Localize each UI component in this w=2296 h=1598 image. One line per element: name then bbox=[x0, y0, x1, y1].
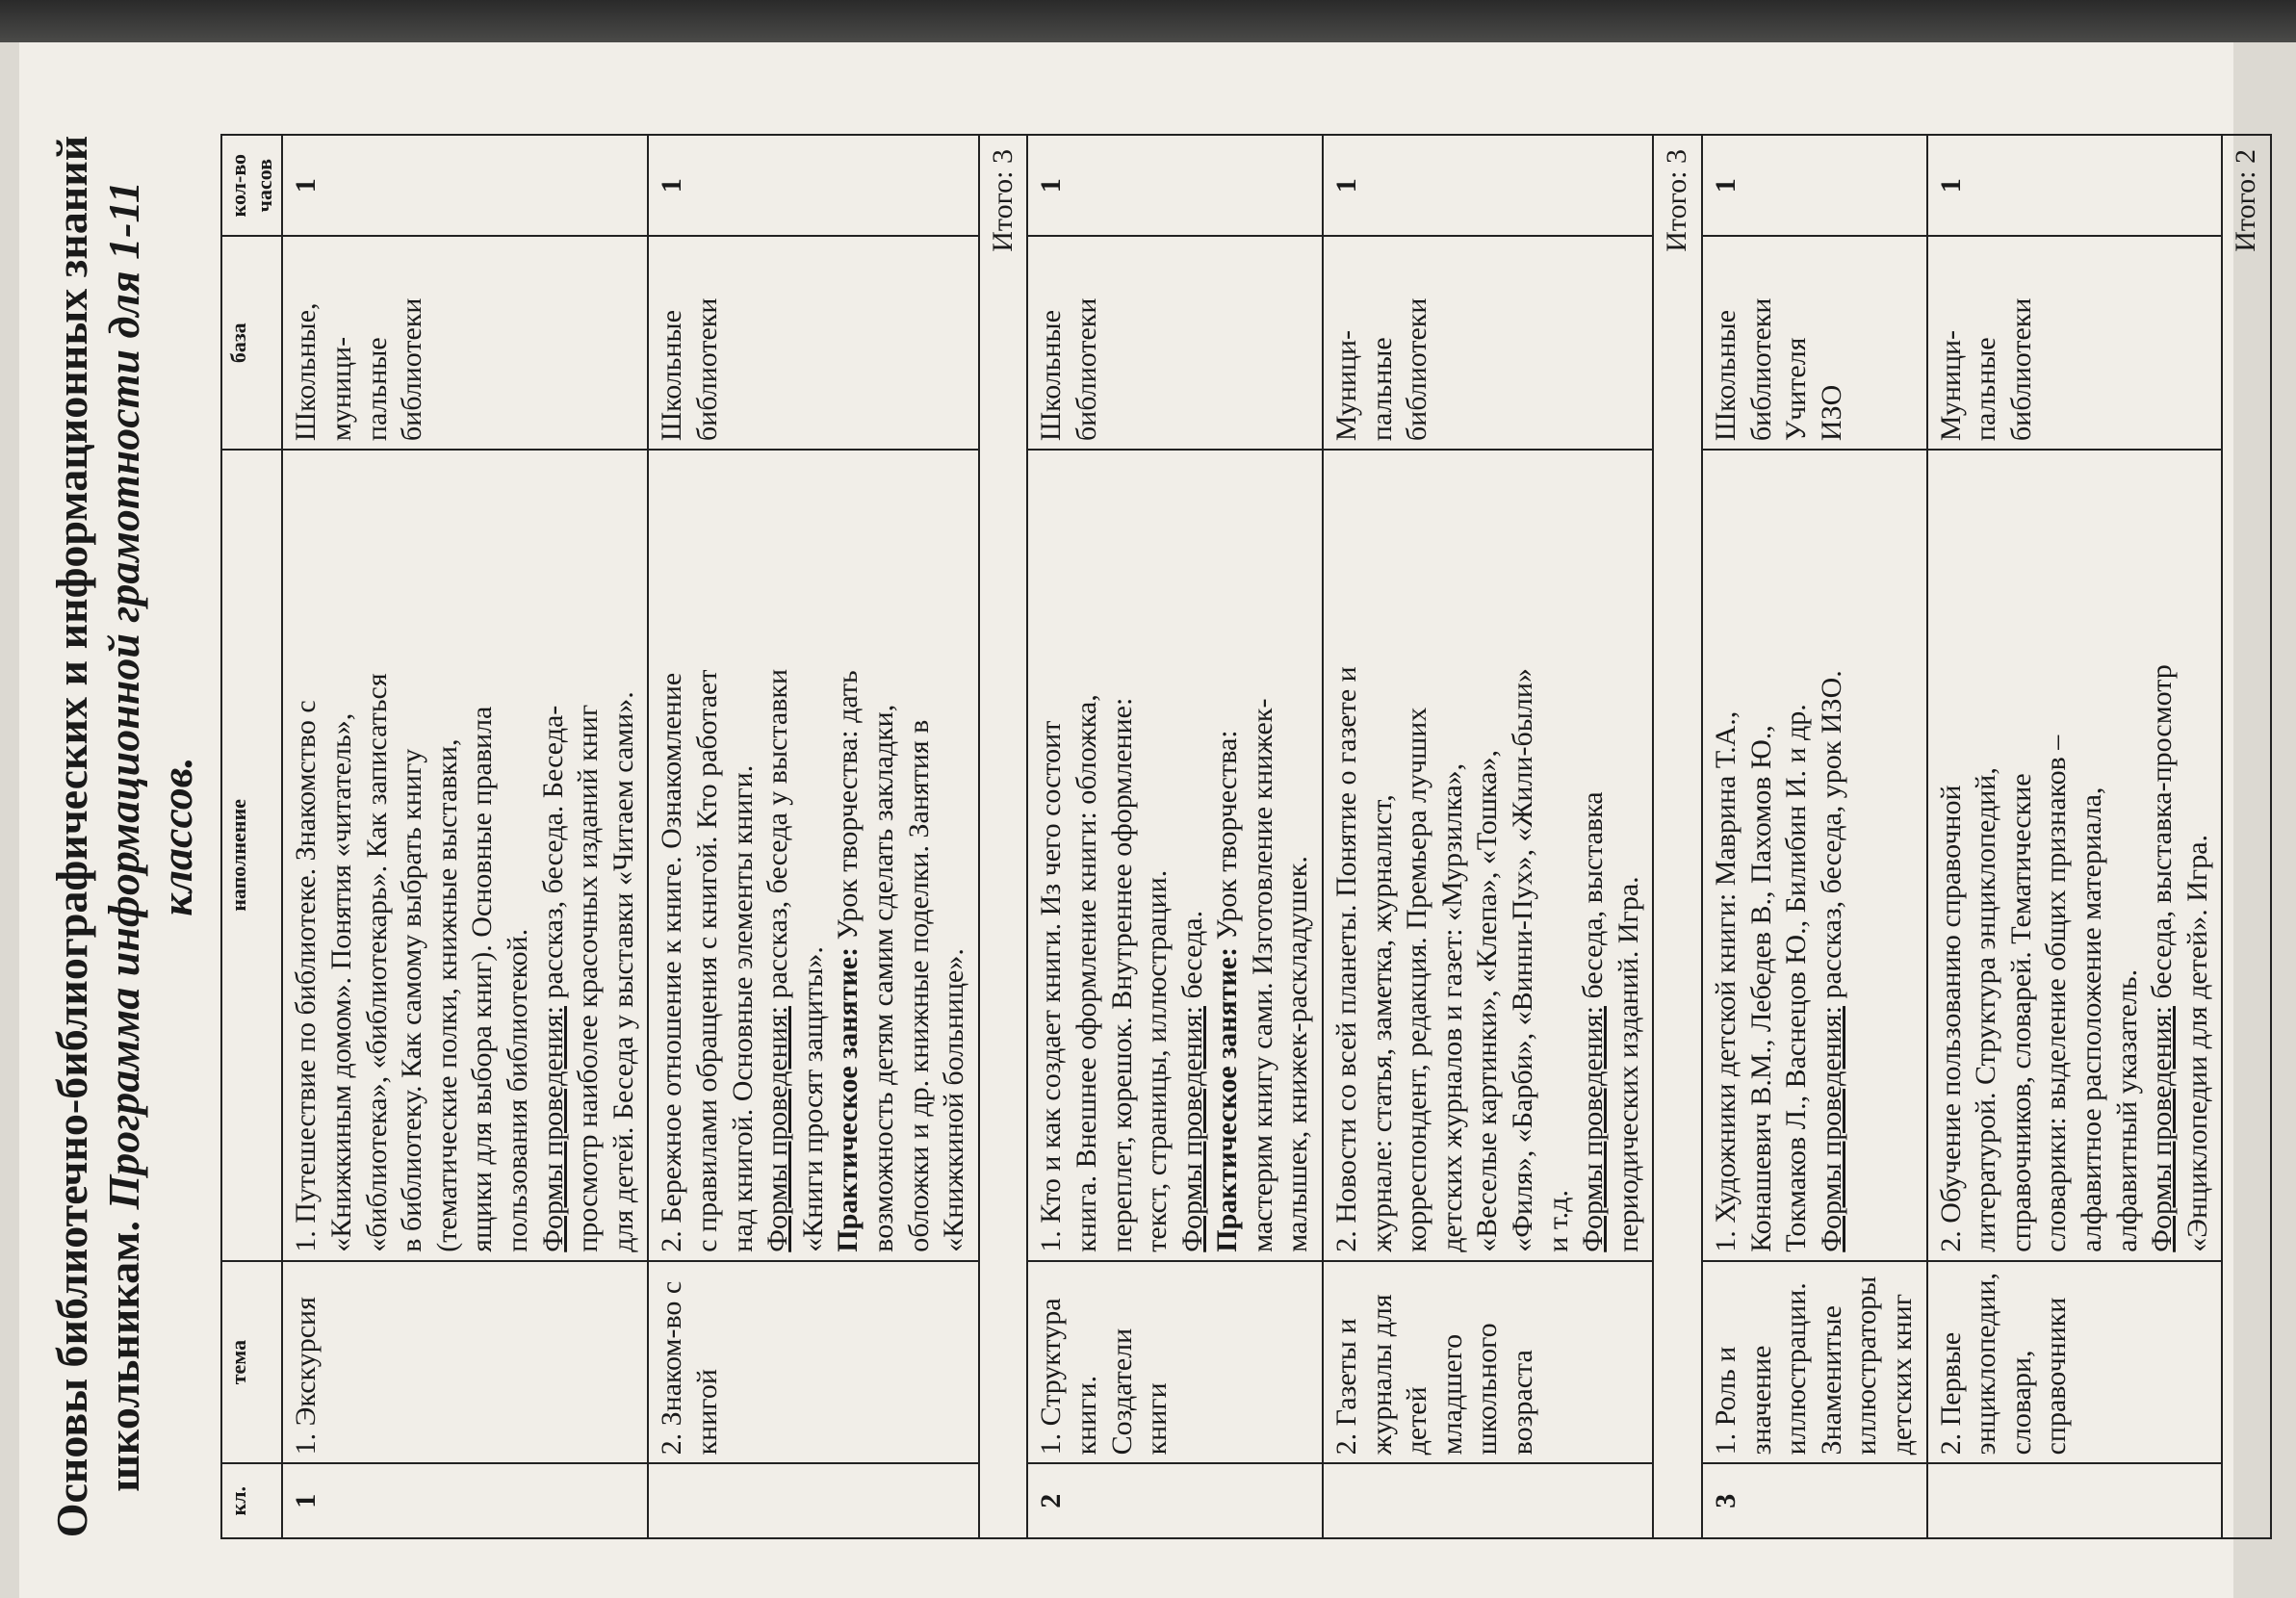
content-line: журнале: статья, заметка, журналист, bbox=[1365, 794, 1398, 1252]
table-row bbox=[979, 135, 1028, 1538]
total-cell: Итого: 3 bbox=[1653, 135, 1702, 1538]
content-line: «Книги просят защиты». bbox=[796, 946, 829, 1252]
base-cell bbox=[1323, 236, 1653, 450]
topic-cell: 2. Газеты и журналы для детей младшего школьного возраста bbox=[1323, 1261, 1653, 1464]
class-cell bbox=[1927, 1463, 2223, 1538]
base-line: пальные bbox=[1970, 337, 2002, 442]
content-line: в библиотеку. Как самому выбрать книгу bbox=[396, 748, 428, 1252]
content-cell bbox=[1927, 450, 2223, 1261]
table-row bbox=[2222, 135, 2271, 1538]
table-row bbox=[282, 135, 648, 1538]
base-line: Учителя bbox=[1780, 337, 1813, 442]
base-line: библиотеки bbox=[690, 297, 723, 442]
content-line: переплет, корешок. Внутреннее оформление: bbox=[1105, 697, 1138, 1252]
topic-cell: 2. Первые энциклопедии, словари, справочники bbox=[1927, 1261, 2223, 1464]
content-line: словарики: выделение общих признаков – bbox=[2040, 735, 2073, 1252]
content-line: мастерим книгу сами. Изготовление книжек- bbox=[1246, 698, 1278, 1252]
content-line: Формы проведения: рассказ, беседа у выставки bbox=[761, 668, 794, 1252]
form-label: Формы проведения: bbox=[2146, 1006, 2179, 1252]
content-cell bbox=[1702, 450, 1927, 1261]
content-cell bbox=[648, 450, 978, 1261]
table-row bbox=[1702, 135, 1927, 1538]
content-line: «Энциклопедии для детей». Игра. bbox=[2180, 834, 2213, 1252]
table-body bbox=[282, 135, 2270, 1538]
class-cell bbox=[1323, 1463, 1653, 1538]
content-line: и т.д. bbox=[1541, 1190, 1574, 1252]
base-cell bbox=[282, 236, 648, 450]
base-line: Школьные bbox=[1710, 309, 1742, 442]
content-line: Формы проведения: беседа, выставка-просмотр bbox=[2146, 664, 2179, 1252]
table-row bbox=[648, 135, 978, 1538]
content-line: 2. Бережное отношение к книге. Ознакомление bbox=[656, 672, 688, 1252]
content-line: «Книжкиной больнице». bbox=[938, 948, 970, 1252]
header-content: наполнение bbox=[221, 450, 283, 1261]
title-line-2-italic: Программа информационной грамотности для 1-11 классов. bbox=[99, 181, 201, 1210]
practice-label: Практическое занятие: bbox=[1211, 946, 1244, 1252]
base-line: Школьные bbox=[1035, 309, 1068, 442]
base-line: муници- bbox=[325, 336, 358, 442]
content-cell bbox=[1027, 450, 1323, 1261]
topic-cell: 1. Роль и значение иллюстрации. Знаменитые иллюстраторы детских книг bbox=[1702, 1261, 1927, 1464]
content-line: пользования библиотекой. bbox=[502, 928, 534, 1252]
form-label: Формы проведения: bbox=[1815, 1006, 1847, 1252]
class-cell: 3 bbox=[1702, 1463, 1927, 1538]
table-row bbox=[1653, 135, 1702, 1538]
content-line: Формы проведения: беседа. bbox=[1175, 910, 1208, 1252]
table-row bbox=[1323, 135, 1653, 1538]
form-label: Формы проведения: bbox=[1577, 1006, 1610, 1252]
content-cell bbox=[1323, 450, 1653, 1261]
content-line: справочников, словарей. Тематические bbox=[2004, 773, 2037, 1252]
header-base: база bbox=[221, 236, 283, 450]
content-line: Практическое занятие: Урок творчества: дать bbox=[832, 670, 864, 1252]
content-line: литературой. Структура энциклопедий, bbox=[1970, 767, 2002, 1252]
content-line: книга. Внешнее оформление книги: обложка, bbox=[1070, 694, 1102, 1252]
content-line: алфавитное расположение материала, bbox=[2075, 786, 2107, 1252]
table-row bbox=[1927, 135, 2223, 1538]
hours-cell: 1 bbox=[1927, 135, 2223, 236]
content-line: «Филя», «Барби», «Винни-Пух», «Жили-были» bbox=[1507, 668, 1539, 1252]
hours-cell: 1 bbox=[648, 135, 978, 236]
content-line: обложки и др. книжные поделки. Занятия в bbox=[902, 719, 935, 1252]
content-line: ящики для выбора книг). Основные правила bbox=[466, 706, 499, 1252]
content-line: «библиотека», «библиотекарь». Как записаться bbox=[360, 673, 393, 1252]
content-line: над книгой. Основные элементы книги. bbox=[726, 764, 759, 1252]
content-line: Токмаков Л., Васнецов Ю., Билибин И. и др. bbox=[1780, 704, 1813, 1252]
content-line: 1. Художники детской книги: Маврина Т.А., bbox=[1710, 710, 1742, 1252]
rotated-content bbox=[29, 95, 2262, 1597]
document-page bbox=[19, 42, 2262, 1598]
base-line: Школьные bbox=[656, 309, 688, 442]
form-label: Формы проведения: bbox=[1175, 1006, 1208, 1252]
topic-cell: 1. Структура книги. Создатели книги bbox=[1027, 1261, 1323, 1464]
topic-cell: 1. Экскурсия bbox=[282, 1261, 648, 1464]
hours-cell: 1 bbox=[1702, 135, 1927, 236]
page-title bbox=[46, 134, 203, 1539]
total-cell: Итого: 3 bbox=[979, 135, 1028, 1538]
table-header-row bbox=[221, 135, 283, 1538]
content-line: текст, страницы, иллюстрации. bbox=[1141, 869, 1174, 1252]
content-line: (тематические полки, книжные выставки, bbox=[430, 738, 463, 1252]
base-line: пальные bbox=[360, 337, 393, 442]
base-cell bbox=[1027, 236, 1323, 450]
form-label: Формы проведения: bbox=[536, 1006, 569, 1252]
title-line-1: Основы библиотечно-библиографических и информационных знаний bbox=[47, 135, 96, 1538]
total-cell: Итого: 2 bbox=[2222, 135, 2271, 1538]
content-line: корреспондент, редакция. Премьера лучших bbox=[1401, 707, 1433, 1252]
content-line: детских журналов и газет: «Мурзилка», bbox=[1435, 762, 1468, 1252]
base-line: Муници- bbox=[1934, 329, 1967, 442]
title-line-2 bbox=[98, 134, 203, 1539]
content-line: Практическое занятие: Урок творчества: bbox=[1211, 730, 1244, 1252]
content-line: 2. Новости со всей планеты. Понятие о газете и bbox=[1330, 666, 1363, 1252]
hours-cell: 1 bbox=[1027, 135, 1323, 236]
base-line: ИЗО bbox=[1815, 384, 1847, 442]
base-cell bbox=[1927, 236, 2223, 450]
content-line: Формы проведения: беседа, выставка bbox=[1577, 791, 1610, 1252]
class-cell: 2 bbox=[1027, 1463, 1323, 1538]
base-line: библиотеки bbox=[1401, 297, 1433, 442]
topic-cell: 2. Знаком-во с книгой bbox=[648, 1261, 978, 1464]
base-line: Школьные, bbox=[290, 302, 322, 442]
base-cell bbox=[648, 236, 978, 450]
content-line: «Книжкиным домом». Понятия «читатель», bbox=[325, 712, 358, 1252]
class-cell: 1 bbox=[282, 1463, 648, 1538]
content-line: возможность детям самим сделать закладки, bbox=[866, 704, 899, 1252]
content-line: для детей. Беседа у выставки «Читаем сами». bbox=[606, 691, 639, 1252]
content-cell bbox=[282, 450, 648, 1261]
header-topic: тема bbox=[221, 1261, 283, 1464]
practice-label: Практическое занятие: bbox=[832, 946, 864, 1252]
form-label: Формы проведения: bbox=[761, 1006, 794, 1252]
hours-cell: 1 bbox=[282, 135, 648, 236]
content-line: Формы проведения: рассказ, беседа. Беседа- bbox=[536, 705, 569, 1252]
content-line: «Веселые картинки», «Клепа», «Тошка», bbox=[1471, 750, 1504, 1252]
title-line-2-plain: школьникам. bbox=[99, 1209, 149, 1492]
content-line: с правилами обращения с книгой. Кто работает bbox=[690, 669, 723, 1252]
content-line: Формы проведения: рассказ, беседа, урок ИЗО. bbox=[1815, 670, 1847, 1252]
base-line: библиотеки bbox=[2004, 297, 2037, 442]
hours-cell: 1 bbox=[1323, 135, 1653, 236]
base-line: пальные bbox=[1365, 337, 1398, 442]
content-line: алфавитный указатель. bbox=[2110, 968, 2143, 1252]
header-class: кл. bbox=[221, 1463, 283, 1538]
base-line: библиотеки bbox=[1070, 297, 1102, 442]
content-line: 2. Обучение пользованию справочной bbox=[1934, 785, 1967, 1252]
content-line: просмотр наиболее красочных изданий книг bbox=[572, 704, 605, 1252]
header-hours: кол-во часов bbox=[221, 135, 283, 236]
content-line: малышек, книжек-раскладушек. bbox=[1281, 856, 1314, 1252]
content-line: 1. Кто и как создает книги. Из чего состоит bbox=[1035, 720, 1068, 1252]
base-line: библиотеки bbox=[396, 297, 428, 442]
base-cell bbox=[1702, 236, 1927, 450]
content-line: Конашевич В.М., Лебедев В., Пахомов Ю., bbox=[1744, 725, 1777, 1252]
content-line: периодических изданий. Игра. bbox=[1612, 876, 1644, 1252]
base-line: Муници- bbox=[1330, 329, 1363, 442]
scanner-edge bbox=[0, 0, 2296, 42]
content-line: 1. Путешествие по библиотеке. Знакомство с bbox=[290, 700, 322, 1252]
base-line: библиотеки bbox=[1744, 297, 1777, 442]
program-table bbox=[220, 134, 2272, 1539]
class-cell bbox=[648, 1463, 978, 1538]
table-row bbox=[1027, 135, 1323, 1538]
